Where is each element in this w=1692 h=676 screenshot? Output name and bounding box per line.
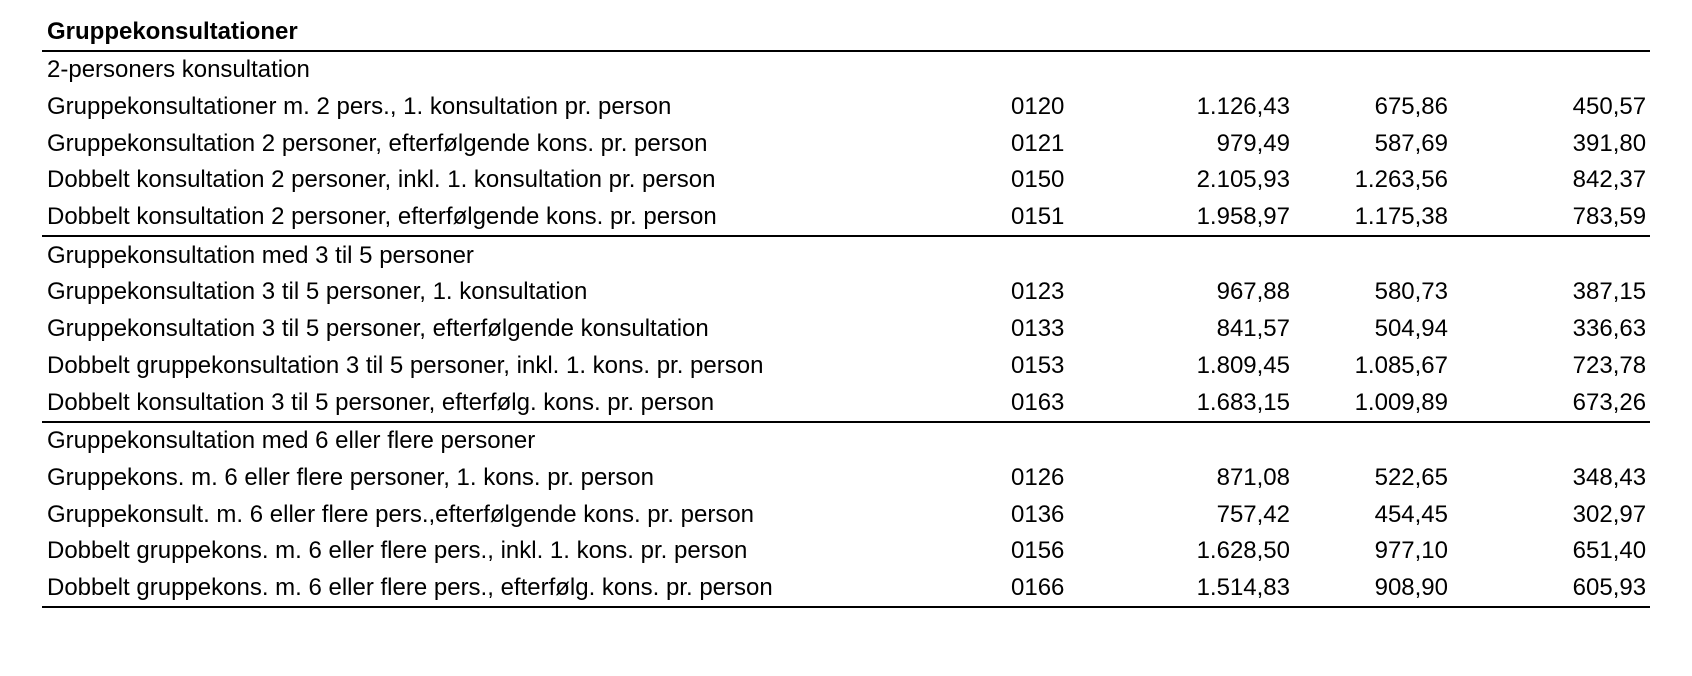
row-description: Dobbelt konsultation 3 til 5 personer, efterfølg. kons. pr. person xyxy=(42,384,1007,422)
consultation-fee-sheet xyxy=(42,14,1650,608)
table-row xyxy=(42,311,1650,348)
table-row xyxy=(42,89,1650,126)
row-value-1: 757,42 xyxy=(1216,500,1290,528)
row-value-2: 580,73 xyxy=(1374,278,1448,306)
row-value-3: 673,26 xyxy=(1448,384,1650,422)
row-description: Gruppekons. m. 6 eller flere personer, 1. kons. pr. person xyxy=(47,463,654,491)
row-value-3: 302,97 xyxy=(1572,500,1647,528)
table-row xyxy=(42,125,1650,162)
row-value-2: 1.175,38 xyxy=(1290,199,1448,237)
group-heading-row xyxy=(42,236,1650,274)
table-row xyxy=(42,384,1650,422)
table-row xyxy=(42,570,1650,608)
row-code: 0153 xyxy=(1011,351,1065,379)
row-code: 0150 xyxy=(1011,166,1065,194)
row-description: Gruppekonsultationer m. 2 pers., 1. konsultation pr. person xyxy=(47,93,672,121)
row-value-3: 391,80 xyxy=(1572,129,1647,157)
table-title: Gruppekonsultationer xyxy=(42,14,1650,51)
row-code: 0156 xyxy=(1011,537,1065,565)
row-value-1: 979,49 xyxy=(1216,129,1290,157)
row-description: Dobbelt gruppekons. m. 6 eller flere pers., efterfølg. kons. pr. person xyxy=(42,570,1007,608)
row-value-2: 1.263,56 xyxy=(1354,166,1448,194)
row-value-2: 675,86 xyxy=(1374,93,1448,121)
row-value-1: 1.514,83 xyxy=(1130,570,1290,608)
row-code: 0166 xyxy=(1007,570,1130,608)
group-heading-row xyxy=(42,422,1650,460)
row-code: 0163 xyxy=(1007,384,1130,422)
row-value-3: 450,57 xyxy=(1572,93,1647,121)
row-value-3: 348,43 xyxy=(1572,463,1647,491)
row-code: 0136 xyxy=(1011,500,1065,528)
table-row xyxy=(42,348,1650,385)
row-value-1: 1.809,45 xyxy=(1196,351,1290,379)
row-description: Gruppekonsult. m. 6 eller flere pers.,efterfølgende kons. pr. person xyxy=(47,500,755,528)
row-value-2: 1.009,89 xyxy=(1290,384,1448,422)
group-heading: Gruppekonsultation med 6 eller flere personer xyxy=(47,427,536,455)
row-value-3: 723,78 xyxy=(1572,351,1647,379)
row-value-2: 587,69 xyxy=(1374,129,1448,157)
row-value-3: 842,37 xyxy=(1572,166,1647,194)
row-value-3: 387,15 xyxy=(1572,278,1647,306)
row-value-1: 1.126,43 xyxy=(1196,93,1290,121)
group-heading-row xyxy=(42,51,1650,89)
row-value-1: 2.105,93 xyxy=(1196,166,1290,194)
table-row xyxy=(42,460,1650,497)
row-code: 0120 xyxy=(1011,93,1065,121)
group-heading: 2-personers konsultation xyxy=(47,56,310,84)
row-code: 0126 xyxy=(1011,463,1065,491)
group-heading: Gruppekonsultation med 3 til 5 personer xyxy=(47,241,474,269)
row-value-2: 504,94 xyxy=(1374,315,1448,343)
row-value-1: 841,57 xyxy=(1216,315,1290,343)
row-value-1: 967,88 xyxy=(1216,278,1290,306)
row-value-2: 908,90 xyxy=(1290,570,1448,608)
row-code: 0123 xyxy=(1011,278,1065,306)
row-description: Dobbelt konsultation 2 personer, efterfølgende kons. pr. person xyxy=(42,199,1007,237)
fee-table xyxy=(42,14,1650,608)
row-value-2: 454,45 xyxy=(1374,500,1448,528)
row-code: 0133 xyxy=(1011,315,1065,343)
table-row xyxy=(42,162,1650,199)
table-title-row xyxy=(42,14,1650,51)
row-value-1: 1.958,97 xyxy=(1130,199,1290,237)
row-description: Gruppekonsultation 2 personer, efterfølgende kons. pr. person xyxy=(47,129,708,157)
table-row xyxy=(42,274,1650,311)
table-row xyxy=(42,199,1650,237)
row-description: Dobbelt gruppekons. m. 6 eller flere pers., inkl. 1. kons. pr. person xyxy=(47,537,748,565)
row-value-3: 651,40 xyxy=(1572,537,1647,565)
row-value-3: 605,93 xyxy=(1448,570,1650,608)
row-value-1: 1.628,50 xyxy=(1196,537,1290,565)
row-description: Dobbelt gruppekonsultation 3 til 5 personer, inkl. 1. kons. pr. person xyxy=(47,351,764,379)
row-value-2: 1.085,67 xyxy=(1354,351,1448,379)
row-value-3: 336,63 xyxy=(1572,315,1647,343)
row-description: Gruppekonsultation 3 til 5 personer, efterfølgende konsultation xyxy=(47,315,709,343)
table-row xyxy=(42,533,1650,570)
row-value-3: 783,59 xyxy=(1448,199,1650,237)
row-code: 0121 xyxy=(1011,129,1065,157)
row-value-2: 522,65 xyxy=(1374,463,1448,491)
row-description: Dobbelt konsultation 2 personer, inkl. 1. konsultation pr. person xyxy=(47,166,716,194)
row-value-1: 871,08 xyxy=(1216,463,1290,491)
row-value-1: 1.683,15 xyxy=(1130,384,1290,422)
table-row xyxy=(42,496,1650,533)
row-code: 0151 xyxy=(1007,199,1130,237)
row-value-2: 977,10 xyxy=(1374,537,1448,565)
row-description: Gruppekonsultation 3 til 5 personer, 1. konsultation xyxy=(47,278,588,306)
